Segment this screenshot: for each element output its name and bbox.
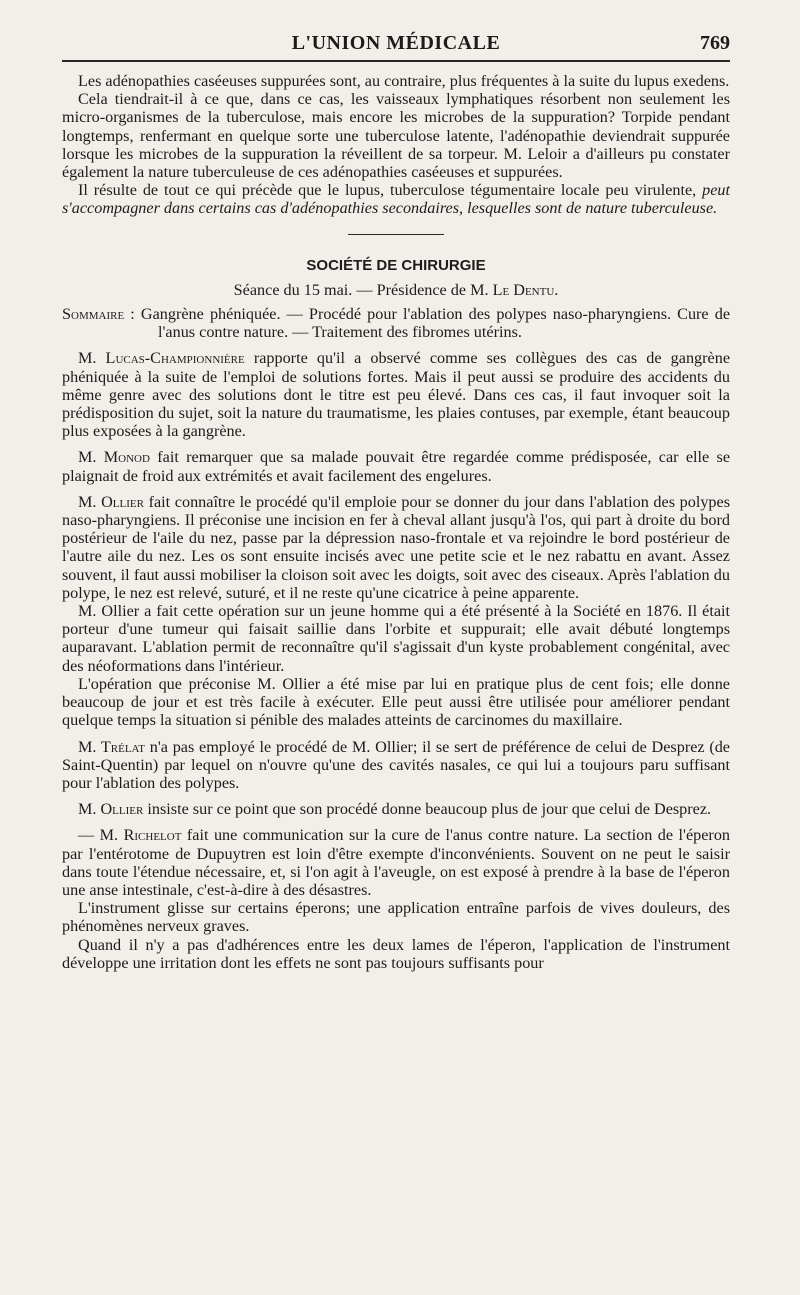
paragraph-ollier-reply xyxy=(62,800,730,818)
paragraph-richelot xyxy=(62,826,730,899)
speaker-richelot: Richelot xyxy=(123,826,182,845)
speaker-ollier: M. Ollier xyxy=(78,492,144,511)
richelot-prefix: — M. xyxy=(78,826,119,845)
paragraph-lucas xyxy=(62,349,730,440)
page-body xyxy=(62,72,730,972)
paragraph-monod xyxy=(62,448,730,484)
conclusion-text: Il résulte de tout ce qui précède que le lupus, tuberculose tégumentaire locale peu virulente, xyxy=(78,181,697,200)
seance-president: Le Dentu. xyxy=(492,280,559,299)
seance-line xyxy=(62,281,730,299)
paragraph-adenopathies: Les adénopathies caséeuses suppurées sont, au contraire, plus fréquentes à la suite du lupus exedens. xyxy=(78,72,730,90)
paragraph-lymphatiques: Cela tiendrait-il à ce que, dans ce cas, les vaisseaux lymphatiques résorbent non seulement les micro-organismes de la tuberculose, mais encore les microbes de la suppuration? Torpide pendant longtemps, renfermant en quelque sorte une tuberculose latente, l'adénopathie deviendrait suppurée lorsque les microbes de la suppuration la réveillent de sa torpeur. M. Leloir a d'ailleurs pu constater également la nature tuberculeuse de ces adénopathies caséeuses et suppurées. xyxy=(62,90,730,182)
ollier-reply-text: insiste sur ce point que son procédé donne beaucoup plus de jour que celui de Desprez. xyxy=(147,800,712,819)
ollier-procedure-text: fait connaître le procédé qu'il emploie pour se donner du jour dans l'ablation des polypes naso-pharyngiens. Il préconise une incision en fer à cheval allant jusqu'à l'os, qui part à droite du bord postérieur de l'aile du nez, passe par la dépression naso-frontale et va rejoindre le bord postérieur de l'autre aile du nez. Les os sont ensuite incisés avec une petite scie et le nez rabattu en avant. Assez souvent, il faut aussi mobiliser la cloison soit avec les doigts, soit avec des ciseaux. Après l'ablation du polype, le nez est relevé, suturé, et il ne reste qu'une cicatrice à peine apparente. xyxy=(62,492,730,602)
sommaire xyxy=(62,305,730,341)
speaker-lucas: M. Lucas-Championnière xyxy=(78,349,245,368)
paragraph-ollier-procedure xyxy=(62,493,730,602)
journal-title: L'UNION MÉDICALE xyxy=(291,32,501,54)
paragraph-quand: Quand il n'y a pas d'adhérences entre les deux lames de l'éperon, l'application de l'instrument développe une irritation dont les effets ne sont pas toujours suffisants pour xyxy=(62,935,730,972)
running-header xyxy=(62,26,730,62)
seance-prefix: Séance du 15 mai. — Présidence de M. xyxy=(233,280,489,299)
conclusion-italic: peut s'accompagner dans certains cas d'adénopathies secondaires, lesquelles sont de nature tuberculeuse. xyxy=(62,181,730,218)
speaker-ollier-reply: M. Ollier xyxy=(78,800,144,819)
richelot-text: fait une communication sur la cure de l'anus contre nature. La section de l'éperon par l'entérotome de Dupuytren est loin d'être exempte d'inconvénients. Souvent on ne peut le saisir dans toute l'étendue nécessaire, et, si l'on agit à l'aveugle, on est exposé à prendre à la base de l'éperon une anse intestinale, c'est-à-dire à des désastres. xyxy=(62,826,731,899)
paragraph-operation: L'opération que préconise M. Ollier a été mise par lui en pratique plus de cent fois; elle donne beaucoup de jour et est très facile à exécuter. Elle peut aussi être utilisée pour améliorer pendant quelque temps la situation si pénible des malades atteints de carcinomes du maxillaire. xyxy=(62,674,730,730)
paragraph-ollier-case: M. Ollier a fait cette opération sur un jeune homme qui a été présenté à la Société en 1876. Il était porteur d'une tumeur qui faisait saillie dans l'orbite et suppurait; elle avait débuté longtemps auparavant. L'ablation permit de reconnaître qu'il s'agissait d'un kyste probablement congénital, avec des néoformations dans l'intérieur. xyxy=(62,602,730,675)
paragraph-trelat xyxy=(62,738,730,793)
sommaire-label: Sommaire : xyxy=(62,305,135,324)
section-divider xyxy=(348,234,444,235)
speaker-monod: M. Monod xyxy=(78,448,150,467)
trelat-text: n'a pas employé le procédé de M. Ollier; il se sert de préférence de celui de Desprez (de Saint-Quentin) par lequel on n'ouvre qu'une des cavités nasales, ce qui lui a toujours paru suffisant pour l'ablation des polypes. xyxy=(62,737,730,792)
lucas-text: rapporte qu'il a observé comme ses collègues des cas de gangrène phéniquée à la suite de l'emploi de solutions fortes. Mais il peut aussi se produire des accidents du même genre avec des solutions dont le titre est peu élevé. Dans ces cas, il faut invoquer soit la prédisposition du sujet, soit la nature du traumatisme, les plaies contuses, par exemple, étant beaucoup plus exposées à la gangrène. xyxy=(62,349,730,441)
sommaire-text: Gangrène phéniquée. — Procédé pour l'ablation des polypes naso-pharyngiens. Cure de l'anus contre nature. — Traitement des fibromes utérins. xyxy=(140,305,731,342)
speaker-trelat: M. Trélat xyxy=(78,737,146,756)
section-title: SOCIÉTÉ DE CHIRURGIE xyxy=(306,256,486,274)
paragraph-instrument: L'instrument glisse sur certains éperons; une application entraîne parfois de vives douleurs, des phénomènes nerveux graves. xyxy=(62,899,730,936)
monod-text: fait remarquer que sa malade pouvait être regardée comme prédisposée, car elle se plaignait de froid aux extrémités et avait facilement des engelures. xyxy=(62,448,731,485)
page-number: 769 xyxy=(700,32,730,54)
paragraph-conclusion xyxy=(62,181,730,217)
